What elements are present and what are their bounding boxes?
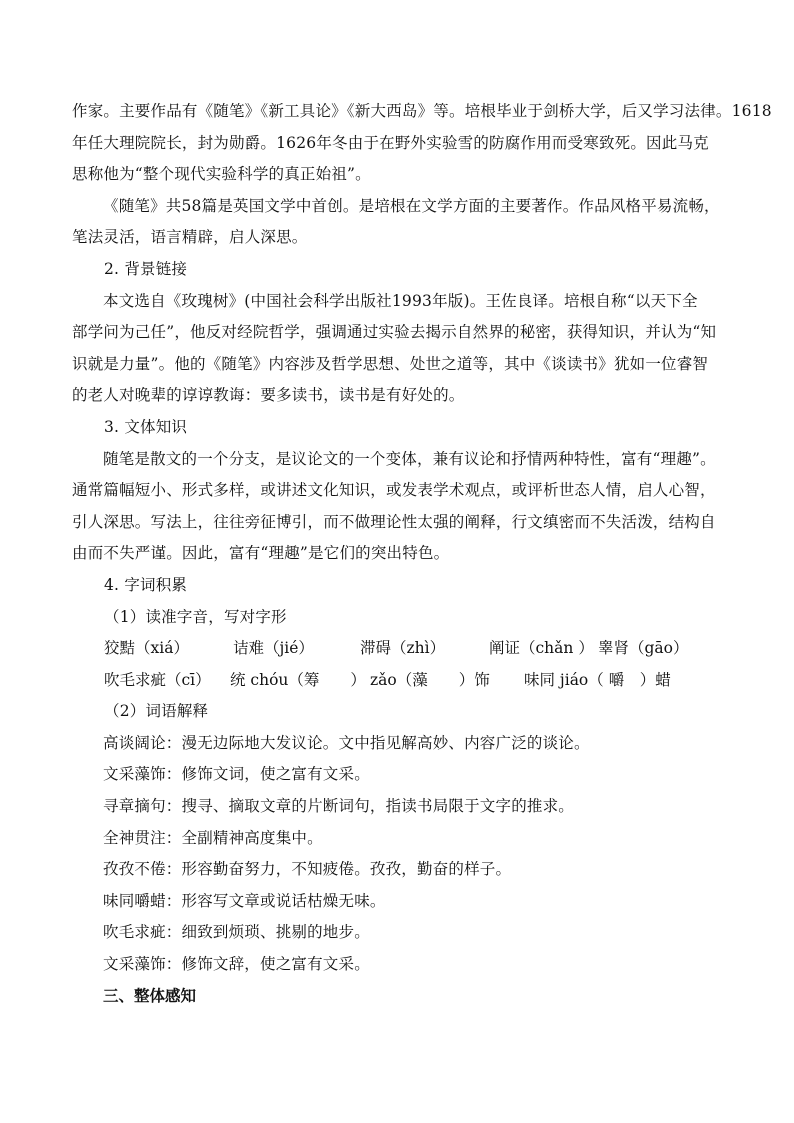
background-line-1: 本文选自《玫瑰树》(中国社会科学出版社1993年版)。王佐良译。培根自称“以天下全 (103, 291, 698, 310)
definition-item: 寻章摘句：搜寻、摘取文章的片断词句，指读书局限于文字的推求。 (103, 797, 575, 816)
section-overall-perception-title: 三、整体感知 (103, 986, 197, 1005)
document-page (72, 96, 772, 1012)
background-line-3: 识就是力量”。他的《随笔》内容涉及哲学思想、处世之道等，其中《谈读书》犹如一位睿智 (72, 354, 709, 373)
vocab-subtitle-definitions: （2）词语解释 (104, 702, 209, 721)
vocab-subtitle-pronunciation: （1）读准字音，写对字形 (104, 607, 287, 626)
vocab-item: 睾肾（gāo） (598, 639, 689, 658)
background-line-2: 部学问为己任”，他反对经院哲学，强调通过实验去揭示自然界的秘密，获得知识，并认为“知 (72, 323, 717, 342)
background-line-4: 的老人对晚辈的谆谆教诲：要多读书，读书是有好处的。 (72, 386, 465, 405)
section-genre-title: 3. 文体知识 (104, 417, 188, 436)
vocab-item: 诘难（jié） (233, 639, 314, 658)
para-essays-line-2: 笔法灵活，语言精辟，启人深思。 (72, 228, 308, 247)
definition-item: 孜孜不倦：形容勤奋努力，不知疲倦。孜孜，勤奋的样子。 (103, 860, 512, 879)
vocab-item: 阐证（chǎn ） (489, 639, 594, 658)
para-author-line-2: 年任大理院院长，封为勋爵。1626年冬由于在野外实验雪的防腐作用而受寒致死。因此马克 (72, 133, 709, 152)
genre-line-1: 随笔是散文的一个分支，是议论文的一个变体，兼有议论和抒情两种特性，富有“理趣”。 (103, 449, 716, 468)
definition-item: 文采藻饰：修饰文词，使之富有文采。 (103, 765, 370, 784)
definition-item: 高谈阔论：漫无边际地大发议论。文中指见解高妙、内容广泛的谈论。 (103, 733, 590, 752)
section-vocab-title: 4. 字词积累 (104, 575, 188, 594)
para-author-line-1: 作家。主要作品有《随笔》《新工具论》《新大西岛》等。培根毕业于剑桥大学，后又学习法律。1618 (72, 102, 772, 120)
vocab-item: zǎo（藻 ）饰 (370, 670, 490, 689)
para-essays-line-1: 《随笔》共58篇是英国文学中首创。是培根在文学方面的主要著作。作品风格平易流畅， (103, 196, 720, 215)
vocab-item: 味同 jiáo（ 嚼 ）蜡 (524, 670, 671, 689)
vocab-item: 滞碍（zhì） (360, 639, 446, 658)
definition-item: 吹毛求疵：细致到烦琐、挑剔的地步。 (103, 923, 370, 942)
vocab-row-1 (72, 633, 728, 665)
genre-line-3: 引人深思。写法上，往往旁征博引，而不做理论性太强的阐释，行文缜密而不失活泼，结构自 (72, 512, 716, 531)
vocab-item: 吹毛求疵（cī） (104, 670, 211, 689)
definition-item: 文采藻饰：修饰文辞，使之富有文采。 (103, 955, 370, 974)
vocab-item: 统 chóu（筹 ） (230, 670, 366, 689)
definition-item: 全神贯注：全副精神高度集中。 (103, 828, 323, 847)
para-author-line-3: 思称他为“整个现代实验科学的真正始祖”。 (72, 165, 371, 184)
genre-line-2: 通常篇幅短小、形式多样，或讲述文化知识，或发表学术观点，或评析世态人情，启人心智， (72, 481, 716, 500)
vocab-row-2 (72, 665, 728, 697)
section-background-title: 2. 背景链接 (104, 259, 188, 278)
vocab-item: 狡黠（xiá） (104, 639, 189, 658)
genre-line-4: 由而不失严谨。因此，富有“理趣”是它们的突出特色。 (72, 544, 450, 563)
definition-item: 味同嚼蜡：形容写文章或说话枯燥无味。 (103, 891, 386, 910)
